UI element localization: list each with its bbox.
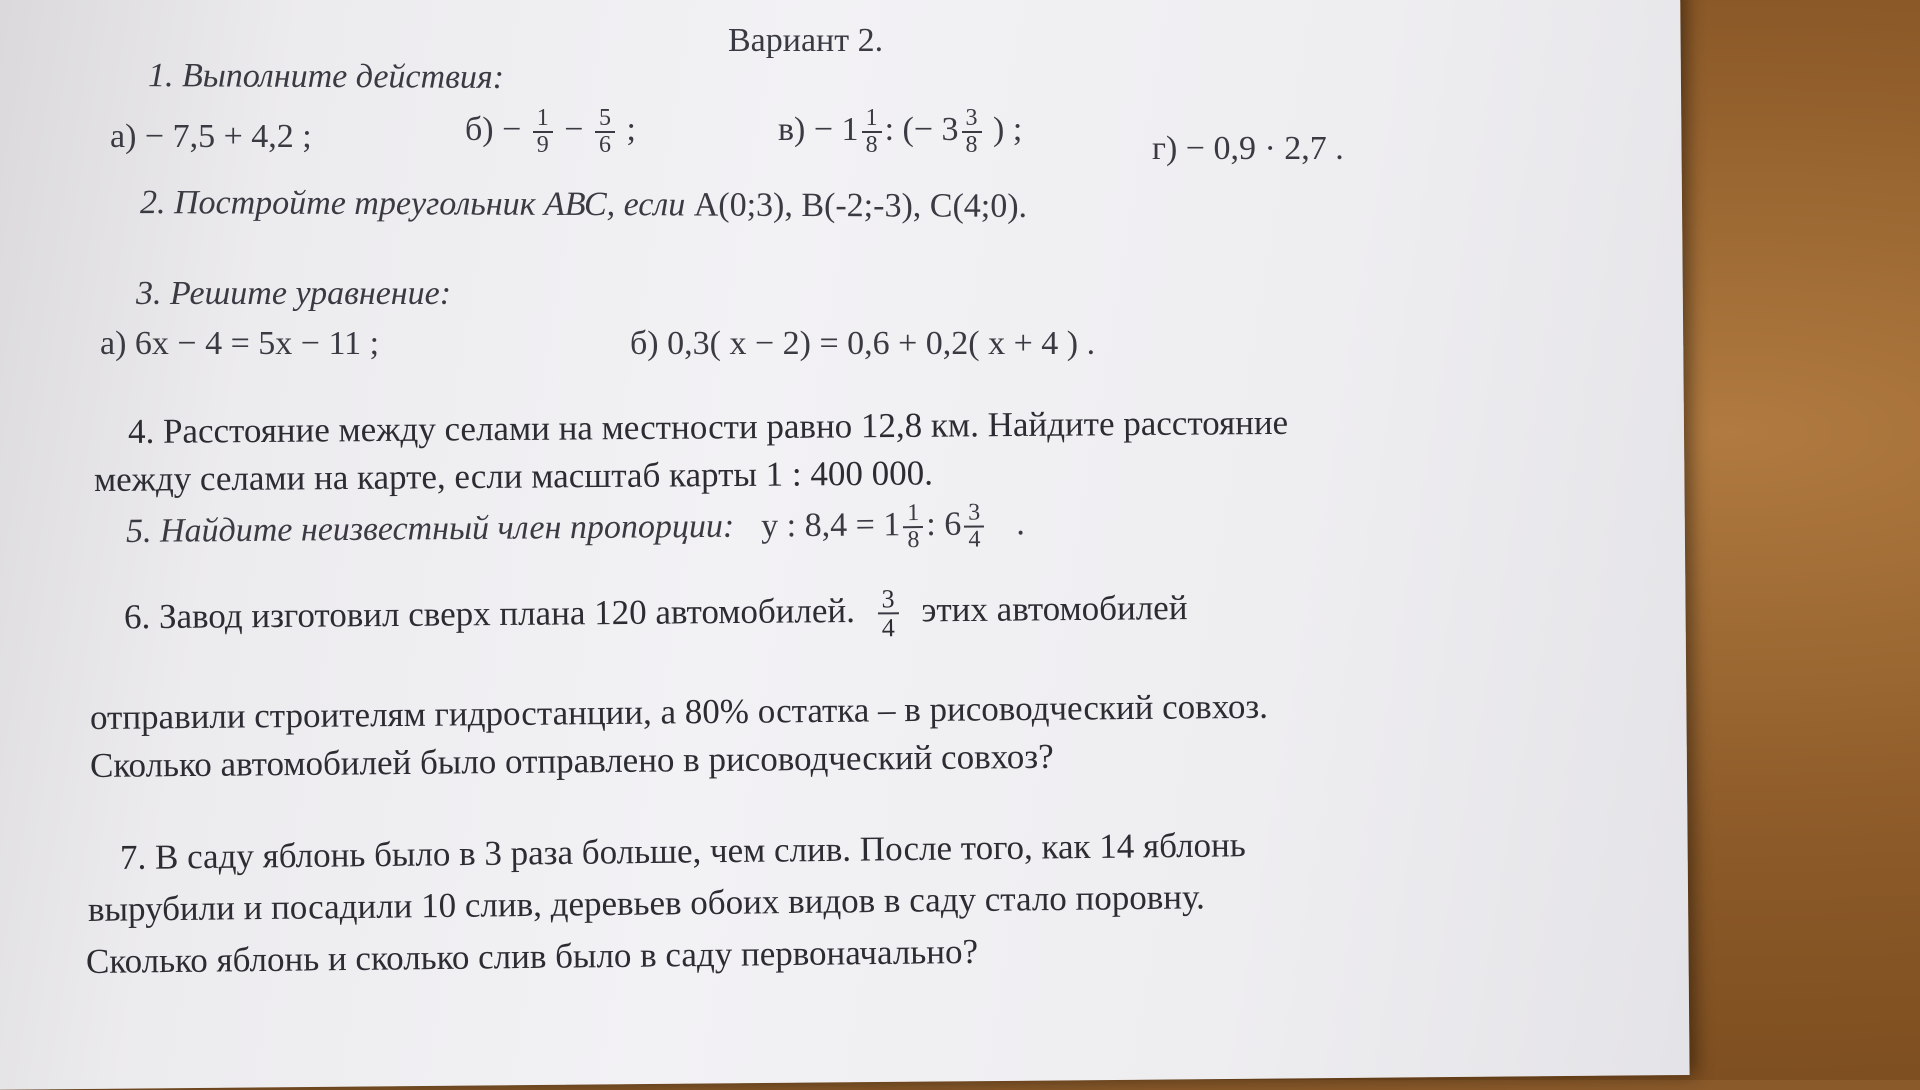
task1-b — [465, 106, 636, 158]
fraction-numerator: 3 — [962, 106, 982, 133]
task1-g: г) − 0,9 · 2,7 . — [1152, 130, 1344, 167]
task5 — [126, 500, 1025, 560]
task7-line2: вырубили и посадили 10 слив, деревьев обоих видов в саду стало поровну. — [87, 877, 1206, 929]
fraction-numerator: 3 — [877, 585, 898, 614]
task1-v-fraction2 — [962, 106, 982, 158]
task2-label: 2. Постройте треугольник АВС, если — [139, 184, 686, 224]
fraction-denominator: 9 — [536, 132, 549, 159]
task1-b-prefix: б) − — [465, 110, 522, 148]
task7-line1: 7. В саду яблонь было в 3 раза больше, чем слив. После того, как 14 яблонь — [119, 825, 1246, 877]
variant-title: Вариант 2. — [728, 22, 884, 59]
fraction-denominator: 4 — [968, 526, 981, 553]
task1-v-end: ) ; — [993, 110, 1023, 148]
task6-line3: Сколько автомобилей было отправлено в рисоводческий совхоз? — [89, 736, 1054, 785]
task3-heading: 3. Решите уравнение: — [136, 275, 452, 312]
fraction-denominator: 6 — [598, 132, 611, 159]
fraction-numerator: 3 — [964, 501, 984, 528]
task1-v-prefix: в) − 1 — [778, 110, 859, 148]
fraction-denominator: 8 — [865, 132, 878, 159]
task4-line2: между селами на карте, если масштаб карты 1 : 400 000. — [93, 453, 934, 499]
task1-v — [778, 106, 1022, 158]
task3-a: а) 6х − 4 = 5х − 11 ; — [100, 325, 380, 362]
task1-b-end: ; — [626, 110, 636, 148]
fraction-numerator: 1 — [903, 501, 923, 528]
task1-b-fraction1 — [533, 106, 553, 158]
task6-line2: отправили строителям гидростанции, а 80% остатка – в рисоводческий совхоз. — [89, 686, 1269, 737]
task5-label: 5. Найдите неизвестный член пропорции: — [125, 507, 735, 550]
fraction-denominator: 8 — [965, 132, 978, 159]
task1-b-fraction2 — [595, 106, 615, 158]
task6-line1-start: 6. Завод изготовил сверх плана 120 автомобилей. — [123, 590, 856, 637]
task4-line1: 4. Расстояние между селами на местности равно 12,8 км. Найдите расстояние — [127, 402, 1289, 451]
task7-line3: Сколько яблонь и сколько слив было в саду первоначально? — [85, 931, 979, 981]
fraction-numerator: 1 — [862, 106, 882, 133]
task2 — [140, 184, 1027, 226]
task1-b-minus: − — [564, 110, 584, 148]
task5-fraction2 — [964, 501, 984, 554]
task5-expr-start: у : 8,4 = 1 — [761, 506, 901, 545]
task2-points: А(0;3), В(-2;-3), С(4;0). — [693, 186, 1028, 225]
fraction-denominator: 8 — [907, 527, 920, 554]
fraction-numerator: 5 — [595, 106, 615, 133]
task6-line1-end: этих автомобилей — [921, 588, 1188, 630]
task6-line1 — [124, 583, 1188, 649]
task1-v-mid: : (− 3 — [884, 110, 959, 148]
task1-a: а) − 7,5 + 4,2 ; — [110, 118, 312, 155]
task5-expr-mid: : 6 — [926, 505, 962, 543]
task1-heading: 1. Выполните действия: — [147, 57, 505, 96]
task5-fraction1 — [903, 501, 923, 554]
fraction-denominator: 4 — [881, 613, 895, 643]
task3-b: б) 0,3( х − 2) = 0,6 + 0,2( х + 4 ) . — [630, 325, 1096, 362]
fraction-numerator: 1 — [533, 106, 553, 133]
task1-v-fraction1 — [862, 106, 882, 158]
task5-expr-end: . — [1016, 505, 1025, 543]
task6-fraction — [877, 585, 898, 642]
